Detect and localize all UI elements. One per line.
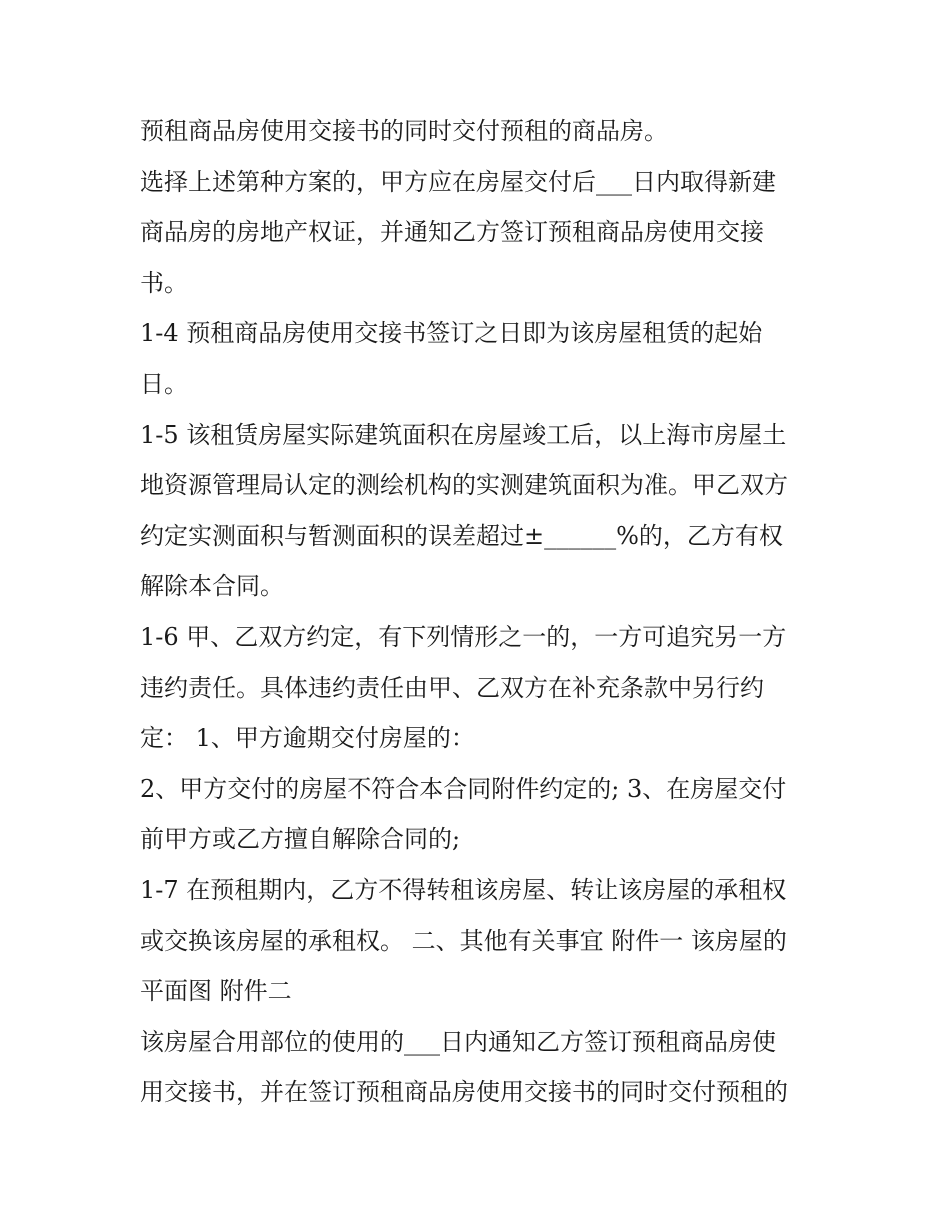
paragraph-shared-areas: [140, 1017, 830, 1118]
paragraph-delivery-clause: [140, 106, 830, 157]
text-line: 1-6 甲、乙双方约定，有下列情形之一的，一方可追究另一方: [140, 622, 787, 651]
text-line: 日。: [140, 369, 188, 398]
paragraph-clause-1-5: [140, 410, 830, 612]
paragraph-clause-1-4: [140, 308, 830, 409]
text-line: 选择上述第种方案的，甲方应在房屋交付后___日内取得新建: [140, 167, 776, 196]
text-line: 平面图 附件二: [140, 977, 292, 1006]
paragraph-option-clause: [140, 157, 830, 309]
text-line: 违约责任。具体违约责任由甲、乙双方在补充条款中另行约: [140, 673, 764, 702]
text-line: 该房屋合用部位的使用的___日内通知乙方签订预租商品房使: [140, 1027, 776, 1056]
paragraph-clause-1-6: [140, 612, 830, 764]
text-line: 用交接书，并在签订预租商品房使用交接书的同时交付预租的: [140, 1078, 788, 1107]
text-line: 商品房的房地产权证，并通知乙方签订预租商品房使用交接: [140, 218, 764, 247]
text-line: 解除本合同。: [140, 572, 284, 601]
text-line: 约定实测面积与暂测面积的误差超过±______%的，乙方有权: [140, 521, 783, 550]
text-line: 或交换该房屋的承租权。 二、其他有关事宜 附件一 该房屋的: [140, 926, 787, 955]
text-line: 1-5 该租赁房屋实际建筑面积在房屋竣工后，以上海市房屋土: [140, 420, 787, 449]
text-line: 前甲方或乙方擅自解除合同的;: [140, 825, 461, 854]
text-line: 1-7 在预租期内，乙方不得转租该房屋、转让该房屋的承租权: [140, 875, 787, 904]
text-line: 地资源管理局认定的测绘机构的实测建筑面积为准。甲乙双方: [140, 471, 788, 500]
paragraph-clause-1-7: [140, 865, 830, 1017]
text-line: 预租商品房使用交接书的同时交付预租的商品房。: [140, 117, 668, 145]
text-line: 2、甲方交付的房屋不符合本合同附件约定的; 3、在房屋交付: [140, 774, 787, 803]
paragraph-breach-items: [140, 764, 830, 865]
text-line: 1-4 预租商品房使用交接书签订之日即为该房屋租赁的起始: [140, 319, 763, 348]
document-body: [140, 106, 830, 1118]
text-line: 书。: [140, 268, 188, 297]
text-line: 定： 1、甲方逾期交付房屋的：: [140, 724, 475, 753]
